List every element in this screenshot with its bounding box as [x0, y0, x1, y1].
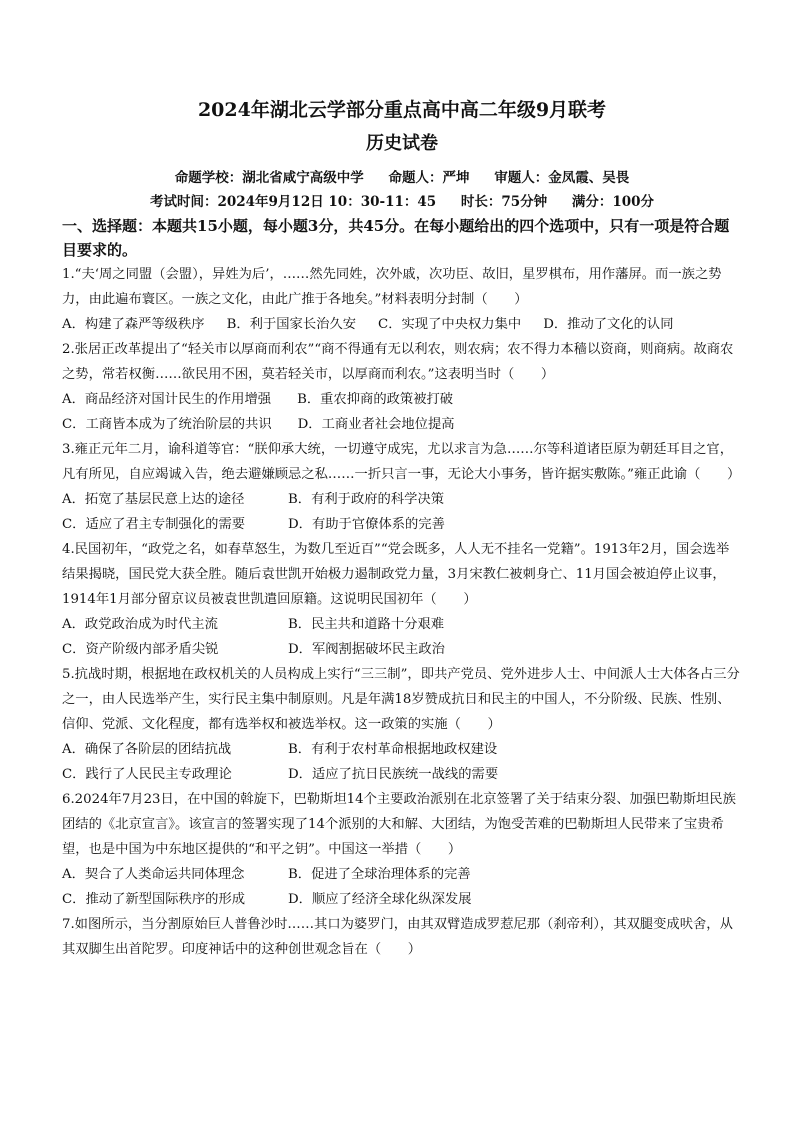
option-d: D．军阀割据破坏民主政治 [288, 642, 445, 657]
option-c: C．实现了中央权力集中 [378, 317, 522, 332]
option-a: A．拓宽了基层民意上达的途径 [62, 492, 245, 507]
option-c: C．推动了新型国际秩序的形成 [62, 892, 246, 907]
question-stem: 2.张居正改革提出了“轻关市以厚商而利农”“商不得通有无以利农，则农病；农不得力本穑以资商，则商病。故商农之势，常若权衡……欲民用不困，莫若轻关市，以厚商而利农。”这表明当时（ ） [62, 342, 734, 382]
option-a: A．确保了各阶层的团结抗战 [62, 742, 232, 757]
question-options [62, 637, 742, 662]
meta-score: 满分：100分 [571, 194, 655, 210]
section-heading: 一、选择题：本题共15小题，每小题3分，共45分。在每小题给出的四个选项中，只有一项是符合题目要求的。 [62, 217, 730, 259]
meta-time: 考试时间：2024年9月12日 10：30-11：45 [149, 194, 437, 210]
option-a: A．构建了森严等级秩序 [62, 317, 205, 332]
question-options [62, 312, 742, 337]
question-options [62, 487, 742, 512]
option-a: A．政党政治成为时代主流 [62, 617, 218, 632]
option-b: B．促进了全球治理体系的完善 [288, 867, 471, 882]
option-b: B．利于国家长治久安 [226, 317, 357, 332]
question-stem: 5.抗战时期，根据地在政权机关的人员构成上实行“三三制”，即共产党员、党外进步人士、中间派人士大体各占三分之一，由人民选举产生，实行民主集中制原则。凡是年满18岁赞成抗日和民主的中国人，不分阶级、民族、性别、信仰、党派、文化程度，都有选举权和被选举权。这一政策的实施（ ） [62, 667, 740, 732]
page-title: 2024年湖北云学部分重点高中高二年级9月联考 [197, 99, 607, 121]
question-stem: 4.民国初年，“政党之名，如春草怒生，为数几至近百”“党会既多，人人无不挂名一党籍”。1913年2月，国会选举结果揭晓，国民党大获全胜。随后袁世凯开始极力遏制政党力量，3月宋教仁被刺身亡、11月国会被迫停止议事，1914年1月部分留京议员被袁世凯遣回原籍。这说明民国初年（ ） [62, 542, 730, 607]
meta-line-2 [62, 190, 742, 214]
option-d: D．顺应了经济全球化纵深发展 [288, 892, 472, 907]
meta-school: 命题学校：湖北省咸宁高级中学 [174, 170, 364, 186]
option-d: D．推动了文化的认同 [543, 317, 674, 332]
meta-duration: 时长：75分钟 [460, 194, 548, 210]
exam-page [62, 96, 742, 962]
option-b: B．民主共和道路十分艰难 [288, 617, 445, 632]
option-c: C．工商皆本成为了统治阶层的共识 [62, 417, 272, 432]
question-options [62, 887, 742, 912]
question-options [62, 412, 742, 437]
question-stem: 3.雍正元年二月，谕科道等官：“朕仰承大统，一切遵守成宪，尤以求言为急……尔等科道诸臣原为朝廷耳目之官，凡有所见，自应竭诚入告，绝去避嫌顾忌之私……一折只言一事，无论大小事务，皆许据实敷陈。”雍正此谕（ ） [62, 442, 741, 482]
option-c: C．践行了人民民主专政理论 [62, 767, 232, 782]
option-a: A．商品经济对国计民生的作用增强 [62, 392, 272, 407]
question-options [62, 387, 742, 412]
option-b: B．重农抑商的政策被打破 [297, 392, 454, 407]
option-b: B．有利于政府的科学决策 [288, 492, 445, 507]
option-d: D．有助于官僚体系的完善 [288, 517, 445, 532]
question-stem: 1.“夫‘周之同盟（会盟），异姓为后’，……然先同姓，次外戚，次功臣、故旧，星罗棋布，用作藩屏。而一族之势力，由此遍布寰区。一族之文化，由此广推于各地矣。”材料表明分封制（ ） [62, 267, 722, 307]
question-options [62, 612, 742, 637]
option-d: D．适应了抗日民族统一战线的需要 [288, 767, 499, 782]
option-b: B．有利于农村革命根据地政权建设 [288, 742, 498, 757]
question-stem: 7.如图所示，当分割原始巨人普鲁沙时……其口为婆罗门，由其双臂造成罗惹尼那（刹帝利），其双腿变成吠舍，从其双脚生出首陀罗。印度神话中的这种创世观念旨在（ ） [62, 917, 733, 957]
option-c: C．资产阶级内部矛盾尖锐 [62, 642, 219, 657]
subject-title: 历史试卷 [366, 133, 438, 154]
question-stem: 6.2024年7月23日，在中国的斡旋下，巴勒斯坦14个主要政治派别在北京签署了关于结束分裂、加强巴勒斯坦民族团结的《北京宣言》。该宣言的签署实现了14个派别的大和解、大团结，为饱受苦难的巴勒斯坦人民带来了宝贵希望，也是中国为中东地区提供的“和平之钥”。中国这一举措（ ） [62, 792, 736, 857]
question-options [62, 512, 742, 537]
option-a: A．契合了人类命运共同体理念 [62, 867, 245, 882]
question-options [62, 862, 742, 887]
question-options [62, 762, 742, 787]
meta-reviewer: 审题人：金凤霞、吴畏 [494, 170, 630, 186]
question-options [62, 737, 742, 762]
option-d: D．工商业者社会地位提高 [297, 417, 455, 432]
option-c: C．适应了君主专制强化的需要 [62, 517, 246, 532]
meta-author: 命题人：严坤 [388, 170, 470, 186]
meta-line-1 [62, 166, 742, 190]
